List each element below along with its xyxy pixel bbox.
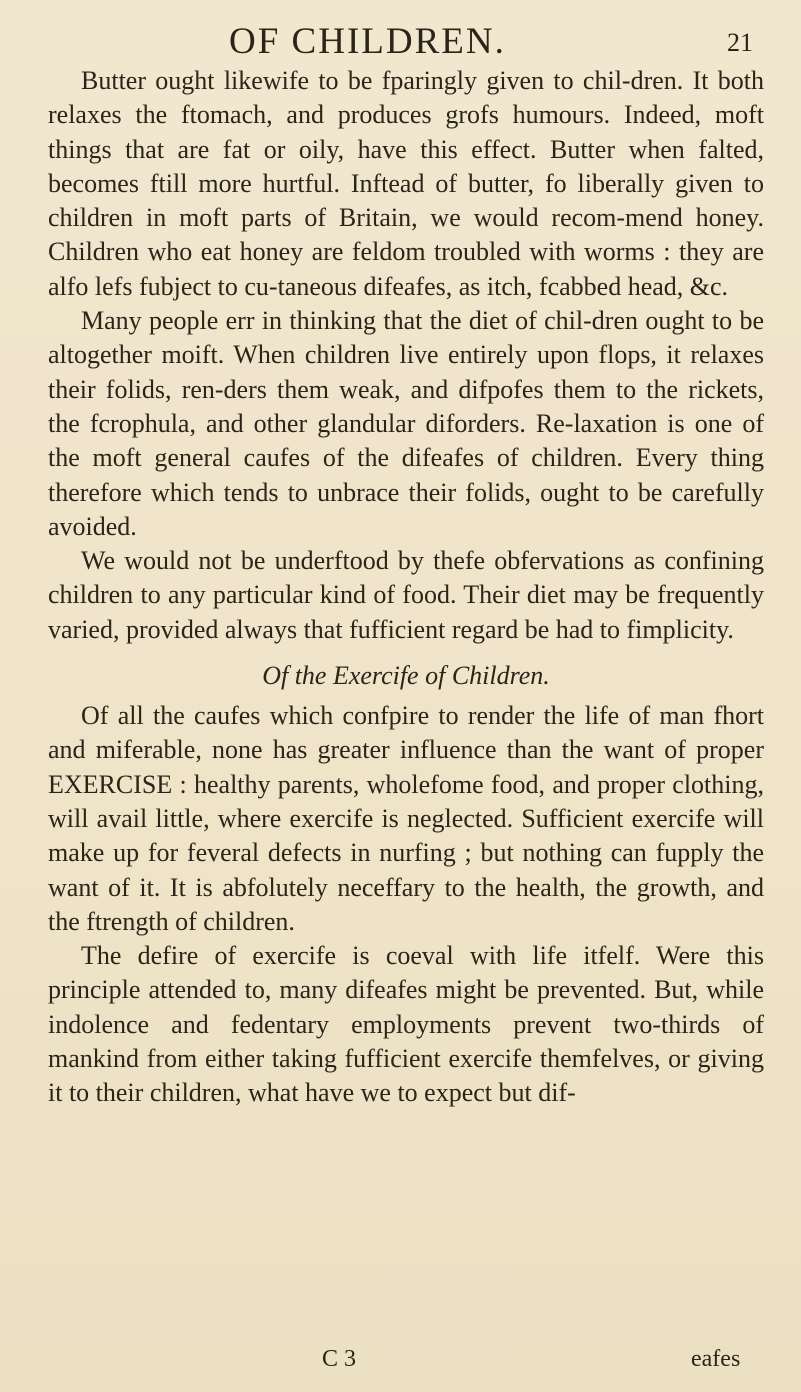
- paragraph-exercise: Of all the caufes which confpire to render the life of man fhort and miferable, none has greater influence than the want of proper EXERCISE : healthy parents, wholefome food, and proper clothing, will avail little, where exercife is neglected. Sufficient exercife will make up for feveral defects in nurfing ; but nothing can fupply the want of it. It is abfolutely neceffary to the health, the growth, and the ftrength of children.: [48, 701, 764, 936]
- paragraph-varied-diet: We would not be underftood by thefe obfervations as confining children to any particular kind of food. Their diet may be frequently varied, provided always that fufficient regard be had to fimplicity.: [48, 546, 764, 644]
- signature-mark: C 3: [322, 1346, 357, 1372]
- paragraph-desire-exercise: The defire of exercife is coeval with life itfelf. Were this principle attended to, many difeafes might be prevented. But, while indolence and fedentary employments prevent two-thirds of mankind from either taking fufficient exercife themfelves, or giving it to their children, what have we to expect but dif-: [48, 941, 764, 1108]
- page-number: 21: [727, 28, 753, 57]
- paragraph-butter: Butter ought likewife to be fparingly given to chil-dren. It both relaxes the ftomach, and produces grofs humours. Indeed, moft things that are fat or oily, have this effect. Butter when falted, becomes ftill more hurtful. Inftead of butter, fo liberally given to children in moft parts of Britain, we would recom-mend honey. Children who eat honey are feldom troubled with worms : they are alfo lefs fubject to cu-taneous difeafes, as itch, fcabbed head, &c.: [48, 66, 764, 301]
- running-title: OF CHILDREN.: [229, 21, 506, 62]
- page-footer: [0, 1346, 801, 1382]
- body-text: [48, 64, 764, 1111]
- paragraph-moist-diet: Many people err in thinking that the diet of chil-dren ought to be altogether moift. When children live entirely upon flops, it relaxes their folids, ren-ders them weak, and difpofes them to the rickets, the fcrophula, and other glandular diforders. Re-laxation is one of the moft general caufes of the difeafes of children. Every thing therefore which tends to unbrace their folids, ought to be carefully avoided.: [48, 306, 764, 541]
- section-title: Of the Exercife of Children.: [262, 661, 550, 691]
- catchword: eafes: [691, 1346, 741, 1372]
- page-header: [0, 20, 801, 68]
